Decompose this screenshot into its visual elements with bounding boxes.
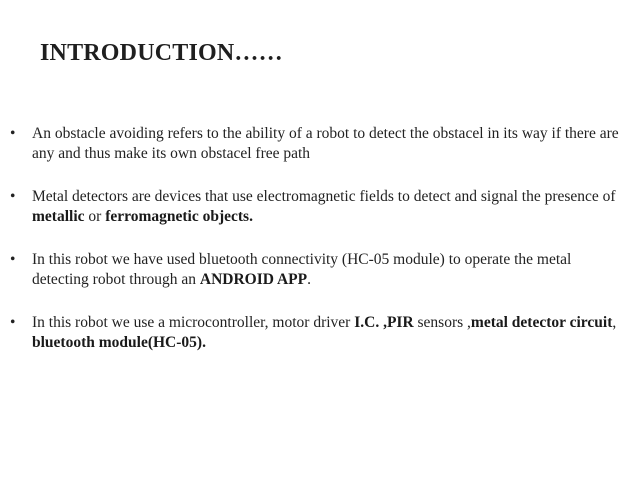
bullet-text-segment: ,: [612, 314, 617, 331]
bullet-bold-segment: bluetooth module(HC-05).: [32, 334, 206, 351]
bullet-bold-segment: I.C. ,PIR: [354, 314, 414, 331]
bullet-item: [10, 124, 628, 164]
bullet-dot-icon: •: [10, 251, 16, 268]
bullet-text-segment: In this robot we use a microcontroller, motor driver: [32, 314, 355, 331]
bullet-dot-icon: •: [10, 314, 16, 331]
bullet-bold-segment: metal detector circuit: [470, 314, 613, 331]
bullet-item: [10, 250, 628, 290]
bullet-dot-icon: •: [10, 125, 16, 142]
bullet-text-segment: sensors ,: [413, 314, 471, 331]
bullet-bold-segment: metallic: [32, 208, 85, 225]
bullet-item: [10, 187, 628, 227]
bullet-text: [32, 250, 628, 290]
slide-title: INTRODUCTION……: [40, 40, 283, 66]
bullet-text: [32, 124, 628, 164]
bullet-text-segment: Metal detectors are devices that use electromagnetic fields to detect and signal the presence of: [32, 188, 616, 205]
bullet-text: [32, 313, 628, 353]
bullet-text-segment: An obstacle avoiding refers to the ability of a robot to detect the obstacel in its way if there are any and thus make its own obstacel free path: [32, 125, 619, 162]
bullet-text-segment: .: [307, 271, 311, 288]
bullet-text-segment: or: [84, 208, 106, 225]
bullet-bold-segment: ANDROID APP: [199, 271, 308, 288]
bullet-bold-segment: ferromagnetic objects.: [105, 208, 253, 225]
bullet-item: [10, 313, 628, 353]
bullet-dot-icon: •: [10, 188, 16, 205]
bullet-text-segment: In this robot we have used bluetooth connectivity (HC-05 module) to operate the metal detecting robot through an: [32, 251, 572, 288]
bullet-list: [10, 124, 628, 353]
bullet-text: [32, 187, 628, 227]
